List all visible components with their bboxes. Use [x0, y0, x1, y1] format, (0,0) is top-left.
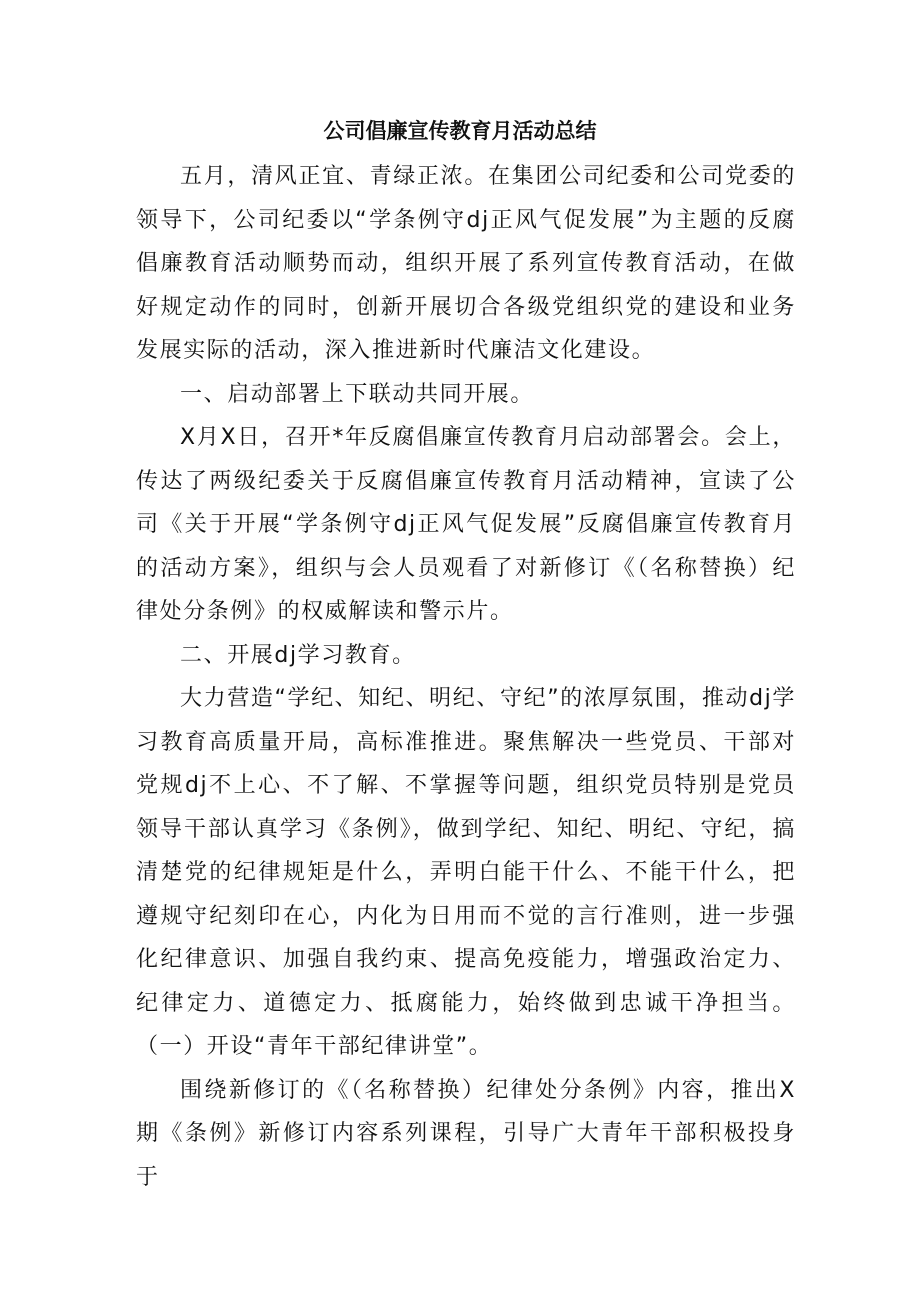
paragraph-section-2: 大力营造“学纪、知纪、明纪、守纪”的浓厚氛围，推动dj学习教育高质量开局，高标准推进。聚焦解决一些党员、干部对党规dj不上心、不了解、不掌握等问题，组织党员特别是党员领导干部认真学习《条例》，做到学纪、知纪、明纪、守纪，搞清楚党的纪律规矩是什么，弄明白能干什么、不能干什么，把遵规守纪刻印在心，内化为日用而不觉的言行准则，进一步强化纪律意识、加强自我约束、提高免疫能力，增强政治定力、纪律定力、道德定力、抵腐能力，始终做到忠诚干净担当。（一）开设“青年干部纪律讲堂”。: [136, 686, 796, 1059]
document-title: 公司倡廉宣传教育月活动总结: [323, 119, 597, 143]
paragraph-section-2-sub: 围绕新修订的《（名称替换）纪律处分条例》内容，推出X期《条例》新修订内容系列课程，引导广大青年干部积极投身于: [136, 1077, 796, 1190]
document-body: [136, 155, 796, 1199]
section-heading-2: 二、开展dj学习教育。: [180, 642, 416, 668]
section-heading-1: 一、启动部署上下联动共同开展。: [180, 381, 535, 407]
paragraph-intro: 五月，清风正宜、青绿正浓。在集团公司纪委和公司党委的领导下，公司纪委以“学条例守dj正风气促发展”为主题的反腐倡廉教育活动顺势而动，组织开展了系列宣传教育活动，在做好规定动作的同时，创新开展切合各级党组织党的建设和业务发展实际的活动，深入推进新时代廉洁文化建设。: [136, 164, 796, 363]
paragraph-section-1: X月X日，召开*年反腐倡廉宣传教育月启动部署会。会上，传达了两级纪委关于反腐倡廉宣传教育月活动精神，宣读了公司《关于开展“学条例守dj正风气促发展”反腐倡廉宣传教育月的活动方案》，组织与会人员观看了对新修订《（名称替换）纪律处分条例》的权威解读和警示片。: [136, 425, 796, 624]
